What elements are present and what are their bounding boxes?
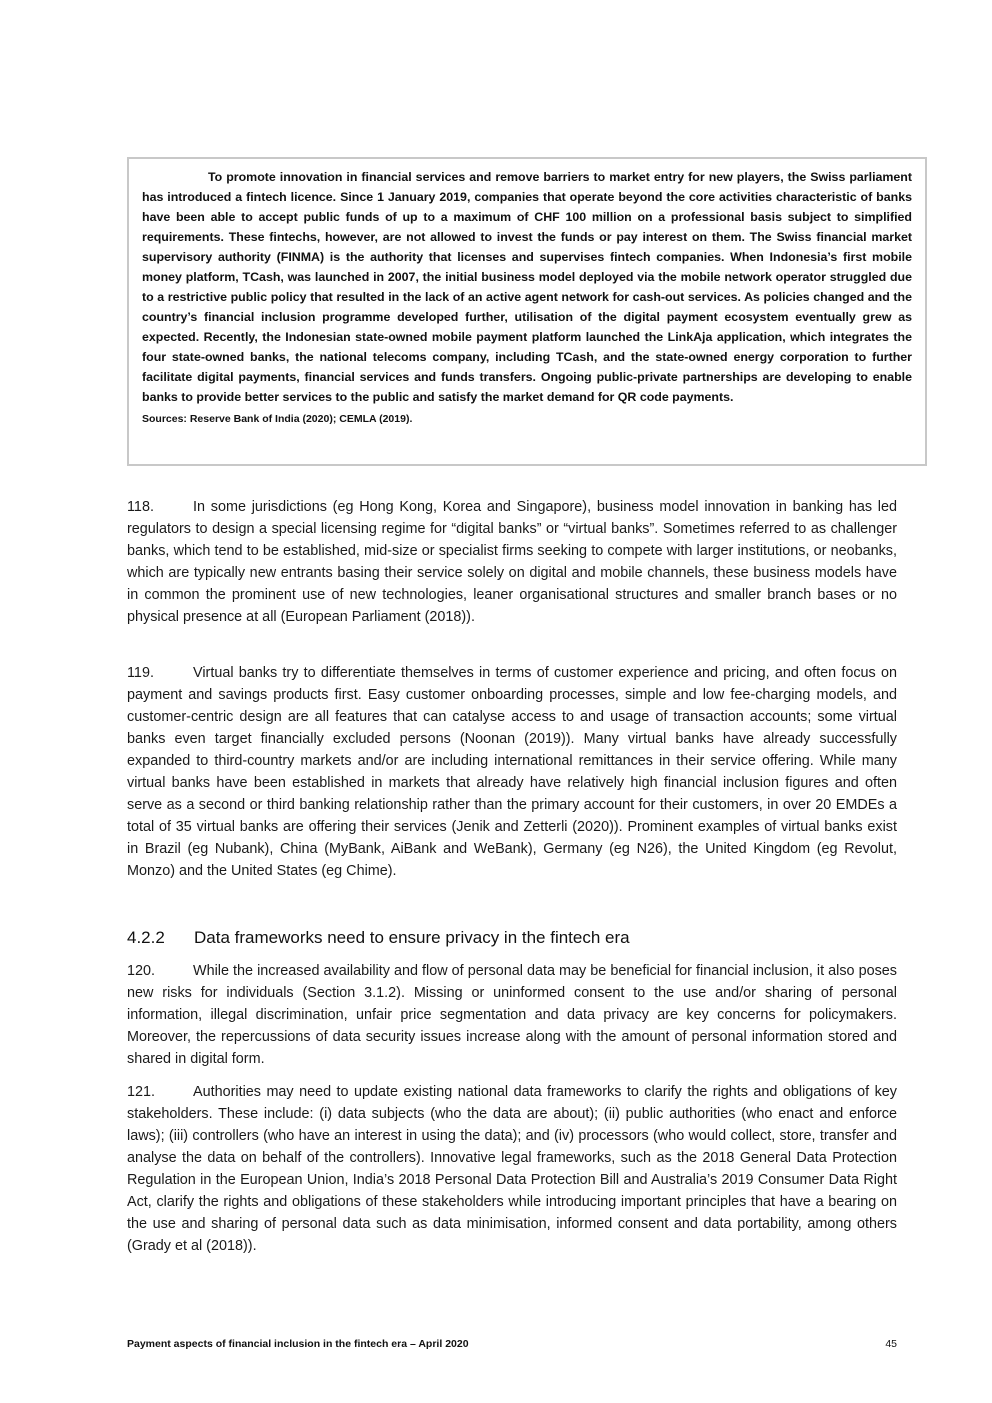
paragraph-number: 120. <box>127 963 156 979</box>
paragraph-number: 121. <box>127 1084 156 1100</box>
paragraph-text: In some jurisdictions (eg Hong Kong, Korea and Singapore), business model innovation in banking has led regulators to design a special licensing regime for “digital banks” or “virtual banks”. Sometimes referred to as challenger banks, which tend to be established, mid-size or specialist firms seeking to compete with larger institutions, or neobanks, which are typically new entrants basing their service solely on digital and mobile channels, these business models have in common the prominent use of new technologies, leaner organisational structures and smaller branch bases or no physical presence at all (European Parliament (2018)). <box>127 499 897 625</box>
paragraph-text: While the increased availability and flow of personal data may be beneficial for financial inclusion, it also poses new risks for individuals (Section 3.1.2). Missing or uninformed consent to the use and/or sharing of personal information, illegal discrimination, unfair price segmentation and data privacy are key concerns for policymakers. Moreover, the repercussions of data security issues increase along with the amount of personal information stored and shared in digital form. <box>127 963 897 1067</box>
paragraph-number: 118. <box>127 499 154 515</box>
text-box <box>127 157 927 466</box>
section-number: 4.2.2 <box>127 928 165 947</box>
footer-title: Payment aspects of financial inclusion in the fintech era – April 2020 <box>127 1338 469 1350</box>
section-title: Data frameworks need to ensure privacy in the fintech era <box>194 928 630 947</box>
box-text: To promote innovation in financial services and remove barriers to market entry for new players, the Swiss parliament has introduced a fintech licence. Since 1 January 2019, companies that operate beyond the core activities characteristic of banks have been able to accept public funds of up to a maximum of CHF 100 million on a professional basis subject to simplified requirements. These fintechs, however, are not allowed to invest the funds or pay interest on them. The Swiss financial market supervisory authority (FINMA) is the authority that licenses and supervises fintech companies. When Indonesia’s first mobile money platform, TCash, was launched in 2007, the initial business model deployed via the mobile network operator struggled due to a restrictive public policy that resulted in the lack of an active agent network for cash-out services. As policies changed and the country’s financial inclusion programme developed further, utilisation of the digital payment ecosystem eventually grew as expected. Recently, the Indonesian state-owned mobile payment platform launched the LinkAja application, which integrates the four state-owned banks, the national telecoms company, including TCash, and the state-owned energy corporation to further facilitate digital payments, financial services and funds transfers. Ongoing public-private partnerships are developing to enable banks to provide better services to the public and satisfy the market demand for QR code payments. <box>142 170 912 404</box>
paragraph-118 <box>127 496 897 628</box>
paragraph-text: Authorities may need to update existing national data frameworks to clarify the rights and obligations of key stakeholders. These include: (i) data subjects (who the data are about); (ii) public authorities (who enact and enforce laws); (iii) controllers (who have an interest in using the data); and (iv) processors (who would collect, store, transfer and analyse the data on behalf of the controllers). Innovative legal frameworks, such as the 2018 General Data Protection Regulation in the European Union, India’s 2018 Personal Data Protection Bill and Australia’s 2019 Consumer Data Right Act, clarify the rights and obligations of these stakeholders while introducing important principles that have a bearing on the use and sharing of personal data such as data minimisation, informed consent and data portability, among others (Grady et al (2018)). <box>127 1084 897 1254</box>
paragraph-120 <box>127 960 897 1070</box>
paragraph-119 <box>127 662 897 882</box>
paragraph-text: Virtual banks try to differentiate themselves in terms of customer experience and pricing, and often focus on payment and savings products first. Easy customer onboarding processes, simple and low fee-charging models, and customer-centric design are all features that can catalyse access to and usage of transaction accounts; some virtual banks even target financially excluded persons (Noonan (2019)). Many virtual banks have already successfully expanded to third-country markets and/or are including international remittances in their service offering. While many virtual banks have been established in markets that already have relatively high financial inclusion figures and often serve as a second or third banking relationship rather than the primary account for their customers, in over 20 EMDEs a total of 35 virtual banks are offering their services (Jenik and Zetterli (2020)). Prominent examples of virtual banks exist in Brazil (eg Nubank), China (MyBank, AiBank and WeBank), Germany (eg N26), the United Kingdom (eg Revolut, Monzo) and the United States (eg Chime). <box>127 665 897 879</box>
box-sources: Sources: Reserve Bank of India (2020); CEMLA (2019). <box>142 413 413 425</box>
paragraph-number: 119. <box>127 665 154 681</box>
paragraph-121 <box>127 1081 897 1257</box>
page-number: 45 <box>885 1338 897 1350</box>
section-heading <box>127 926 897 950</box>
